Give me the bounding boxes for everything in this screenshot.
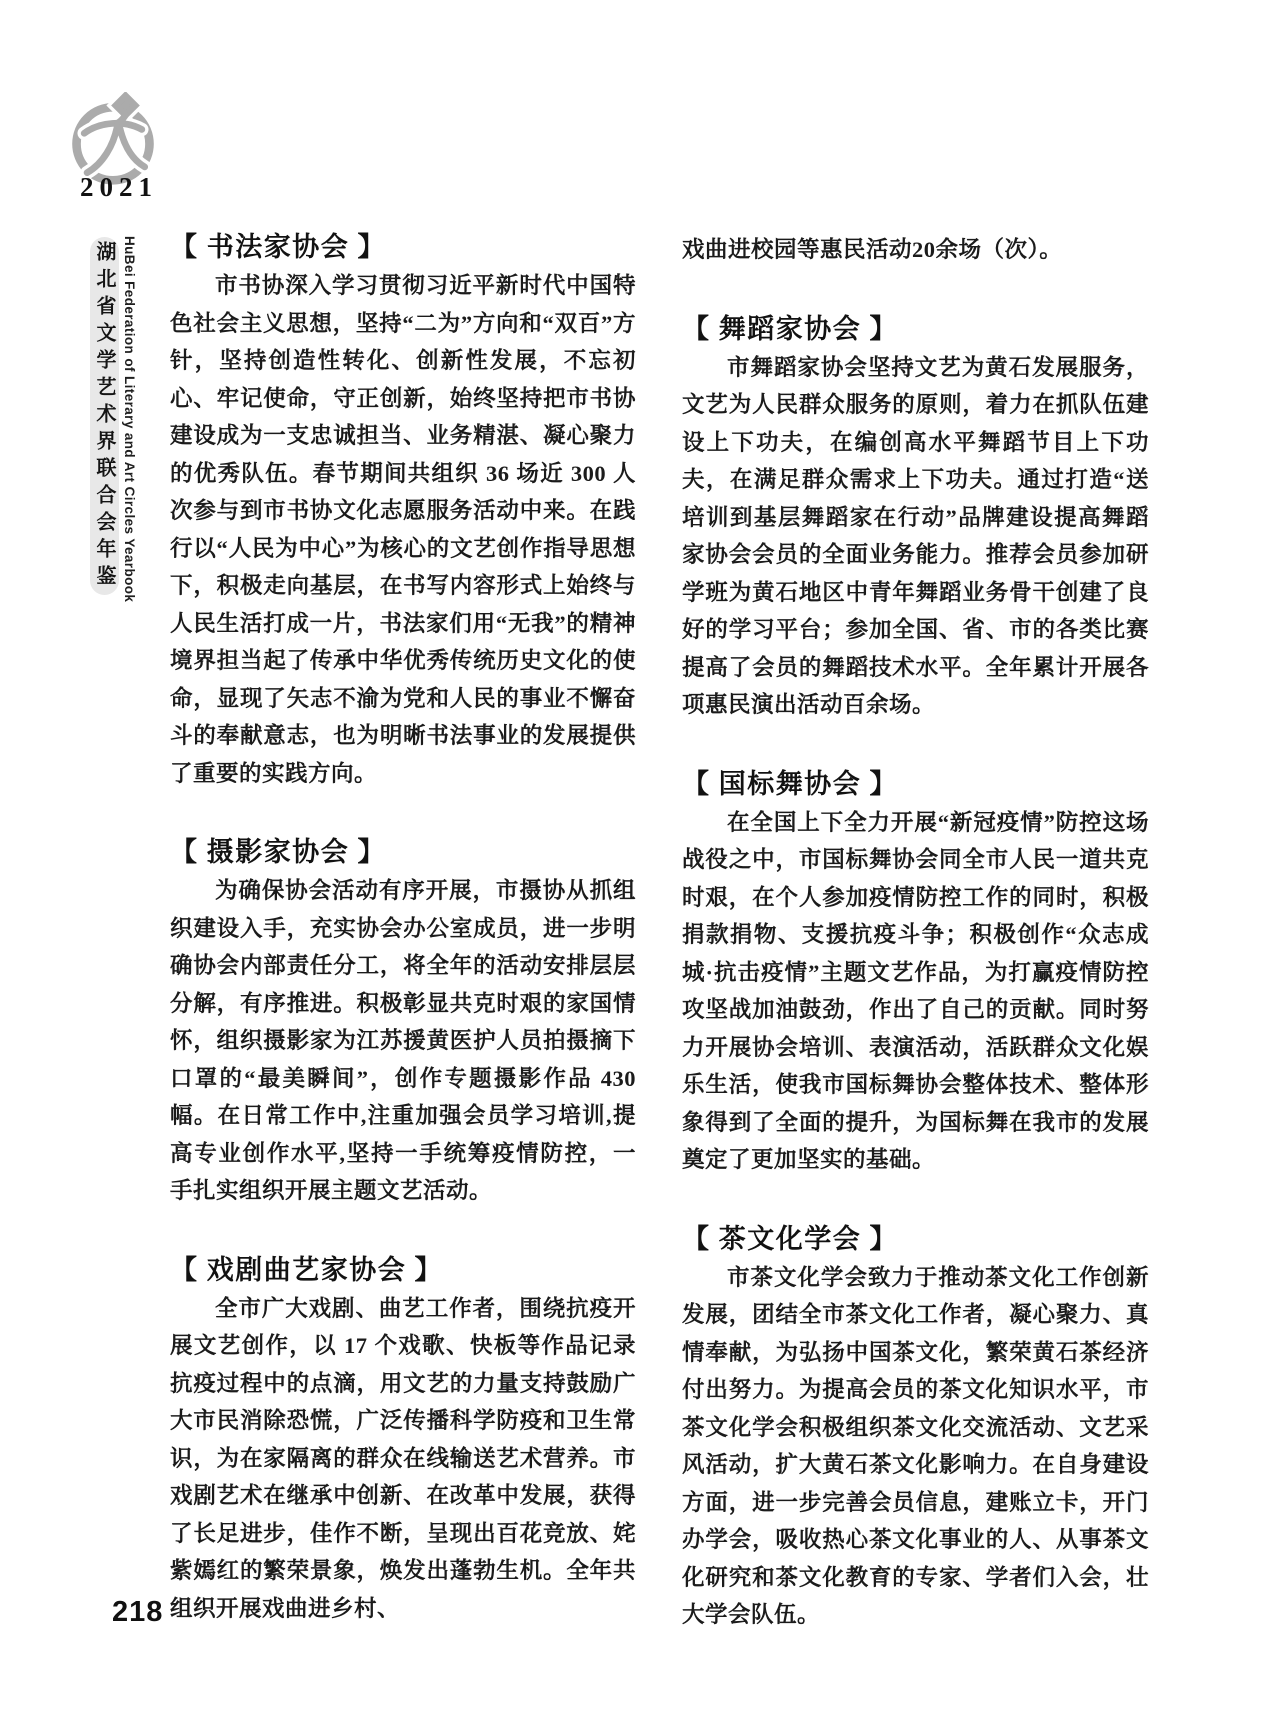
yearbook-section [682, 309, 1149, 724]
section-title: 【 舞蹈家协会 】 [682, 313, 898, 344]
yearbook-section [682, 1219, 1149, 1634]
section-title: 【 摄影家协会 】 [170, 837, 386, 867]
yearbook-section [170, 1250, 636, 1628]
section-paragraph: 市舞蹈家协会坚持文艺为黄石发展服务，文艺为人民群众服务的原则，着力在抓队伍建设上下功夫，在编创高水平舞蹈节目上下功夫，在满足群众需求上下功夫。通过打造“送培训到基层舞蹈家在行动”品牌建设提高舞蹈家协会会员的全面业务能力。推荐会员参加研学班为黄石地区中青年舞蹈业务骨干创建了良好的学习平台；参加全国、省、市的各类比赛提高了会员的舞蹈技术水平。全年累计开展各项惠民演出活动百余场。 [682, 354, 1149, 717]
spine-title-cn: 湖北省文学艺术界联合会年鉴 [93, 240, 115, 592]
section-paragraph: 市茶文化学会致力于推动茶文化工作创新发展，团结全市茶文化工作者，凝心聚力、真情奉献，为弘扬中国茶文化，繁荣黄石茶经济付出努力。为提高会员的茶文化知识水平，市茶文化学会积极组织茶文化交流活动、文艺采风活动，扩大黄石茶文化影响力。在自身建设方面，进一步完善会员信息，建账立卡，开门办学会，吸收热心茶文化事业的人、从事茶文化研究和茶文化教育的专家、学者们入会，壮大学会队伍。 [682, 1264, 1149, 1627]
spine-title-en: HuBei Federation of Literary and Art Circles Yearbook [122, 236, 137, 603]
yearbook-section [170, 832, 636, 1210]
right-column [682, 231, 1149, 1634]
section-title: 【 国标舞协会 】 [682, 768, 898, 799]
yearbook-section [170, 227, 636, 792]
yearbook-section [682, 764, 1149, 1179]
spine-strip [90, 237, 119, 595]
section-paragraph: 市书协深入学习贯彻习近平新时代中国特色社会主义思想，坚持“二为”方向和“双百”方针，坚持创造性转化、创新性发展，不忘初心、牢记使命，守正创新，始终坚持把市书协建设成为一支忠诚担当、业务精湛、凝心聚力的优秀队伍。春节期间共组织 36 场近 300 人次参与到市书协文化志愿服务活动中来。在践行以“人民为中心”为核心的文艺创作指导思想下，积极走向基层，在书写内容形式上始终与人民生活打成一片，书法家们用“无我”的精神境界担当起了传承中华优秀传统历史文化的使命，显现了矢志不渝为党和人民的事业不懈奋斗的奉献意志，也为明晰书法事业的发展提供了重要的实践方向。 [170, 273, 636, 786]
left-column [170, 231, 636, 1627]
section-title: 【 书法家协会 】 [170, 232, 386, 262]
continuation-paragraph: 戏曲进校园等惠民活动20余场（次）。 [682, 237, 1063, 262]
section-title: 【 戏剧曲艺家协会 】 [170, 1254, 443, 1285]
year-label: 2021 [80, 172, 158, 202]
section-paragraph: 全市广大戏剧、曲艺工作者，围绕抗疫开展文艺创作，以 17 个戏歌、快板等作品记录抗疫过程中的点滴，用文艺的力量支持鼓励广大市民消除恐慌，广泛传播科学防疫和卫生常识，为在家隔离的群众在线输送艺术营养。市戏剧艺术在继承中创新、在改革中发展，获得了长足进步，佳作不断，呈现出百花竞放、姹紫嫣红的繁荣景象，焕发出蓬勃生机。全年共组织开展戏曲进乡村、 [170, 1295, 636, 1621]
page-number: 218 [112, 1596, 164, 1628]
section-paragraph: 在全国上下全力开展“新冠疫情”防控这场战役之中，市国标舞协会同全市人民一道共克时艰，在个人参加疫情防控工作的同时，积极捐款捐物、支援抗疫斗争；积极创作“众志成城·抗击疫情”主题文艺作品，为打赢疫情防控攻坚战加油鼓劲，作出了自己的贡献。同时努力开展协会培训、表演活动，活跃群众文化娱乐生活，使我市国标舞协会整体技术、整体形象得到了全面的提升，为国标舞在我市的发展奠定了更加坚实的基础。 [682, 809, 1149, 1172]
section-paragraph: 为确保协会活动有序开展，市摄协从抓组织建设入手，充实协会办公室成员，进一步明确协会内部责任分工，将全年的活动安排层层分解，有序推进。积极彰显共克时艰的家国情怀，组织摄影家为江苏援黄医护人员拍摄摘下口罩的“最美瞬间”，创作专题摄影作品 430 幅。在日常工作中,注重加强会员学习培训,提高专业创作水平,坚持一手统筹疫情防控，一手扎实组织开展主题文艺活动。 [170, 878, 636, 1203]
section-title: 【 茶文化学会 】 [682, 1223, 898, 1254]
